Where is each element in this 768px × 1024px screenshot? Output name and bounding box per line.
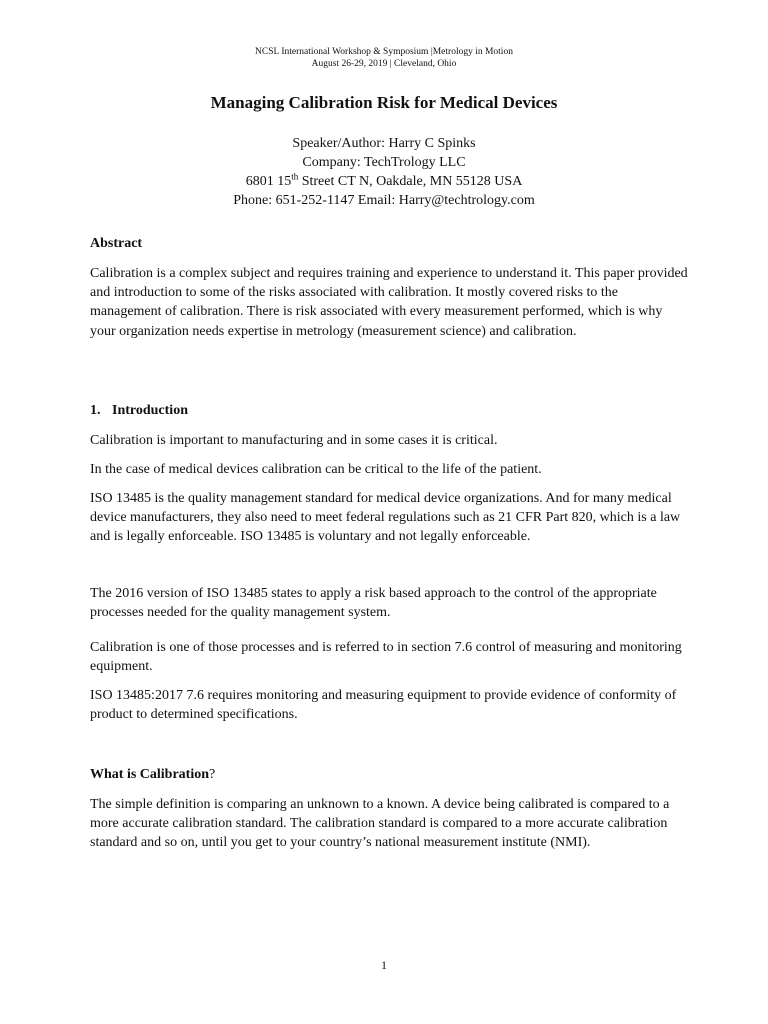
address-street: Street CT N, Oakdale, MN 55128 USA <box>298 174 523 189</box>
page-number: 1 <box>381 958 387 972</box>
abstract-text: Calibration is a complex subject and requires training and experience to understand it. This paper provided and introduction to some of the risks associated with calibration. It mostly covered risks to the management of calibration. There is risk associated with every measurement performed, which is why your organization needs expertise in metrology (measurement science) and calibration. <box>90 266 688 339</box>
intro-p2: In the case of medical devices calibration can be critical to the life of the patient. <box>90 462 542 477</box>
paper-title: Managing Calibration Risk for Medical Devices <box>210 93 558 112</box>
intro-paragraph-1 <box>90 431 690 450</box>
introduction-number: 1. <box>90 403 101 418</box>
author-block <box>0 134 768 210</box>
calibration-text: The simple definition is comparing an unknown to a known. A device being calibrated is compared to a more accurate calibration standard. The calibration standard is compared to a more accurate calibration standard and so on, until you get to your country’s national measurement institute (NMI). <box>90 797 670 851</box>
intro-paragraph-3 <box>90 489 690 547</box>
author-company: Company: TechTrology LLC <box>302 155 466 170</box>
header-line-1: NCSL International Workshop & Symposium |Metrology in Motion <box>255 47 513 57</box>
abstract-heading: Abstract <box>90 236 143 251</box>
abstract-body-block <box>90 264 690 341</box>
intro-paragraph-5 <box>90 638 690 676</box>
intro-p3: ISO 13485 is the quality management standard for medical device organizations. And for many medical device manufacturers, they also need to meet federal regulations such as 21 CFR Part 820, which is a law and is legally enforceable. ISO 13485 is voluntary and not legally enforceable. <box>90 491 681 545</box>
address-superscript: th <box>291 171 299 182</box>
introduction-heading-block <box>90 401 690 420</box>
author-speaker: Speaker/Author: Harry C Spinks <box>292 136 476 151</box>
intro-p4: The 2016 version of ISO 13485 states to apply a risk based approach to the control of the appropriate processes needed for the quality management system. <box>90 586 657 621</box>
calibration-heading-block <box>90 765 690 784</box>
intro-p5: Calibration is one of those processes and is referred to in section 7.6 control of measuring and monitoring equipment. <box>90 640 682 675</box>
introduction-heading <box>90 401 690 420</box>
abstract-heading-block <box>90 234 690 253</box>
header-line-2: August 26-29, 2019 | Cleveland, Ohio <box>311 59 457 69</box>
intro-paragraph-2 <box>90 460 690 479</box>
author-address <box>0 172 768 191</box>
calibration-heading-suffix: ? <box>209 767 216 782</box>
introduction-title: Introduction <box>112 403 188 418</box>
address-number: 6801 15 <box>245 174 292 189</box>
conference-header <box>0 46 768 70</box>
intro-paragraph-6 <box>90 686 690 724</box>
intro-p1: Calibration is important to manufacturing and in some cases it is critical. <box>90 433 498 448</box>
author-contact: Phone: 651-252-1147 Email: Harry@techtrology.com <box>233 193 535 208</box>
calibration-heading-text: What is Calibration <box>90 767 210 782</box>
intro-p6: ISO 13485:2017 7.6 requires monitoring and measuring equipment to provide evidence of conformity of product to determined specifications. <box>90 688 677 723</box>
intro-paragraph-4 <box>90 584 690 622</box>
calibration-body-block <box>90 795 690 853</box>
calibration-heading <box>90 765 690 784</box>
